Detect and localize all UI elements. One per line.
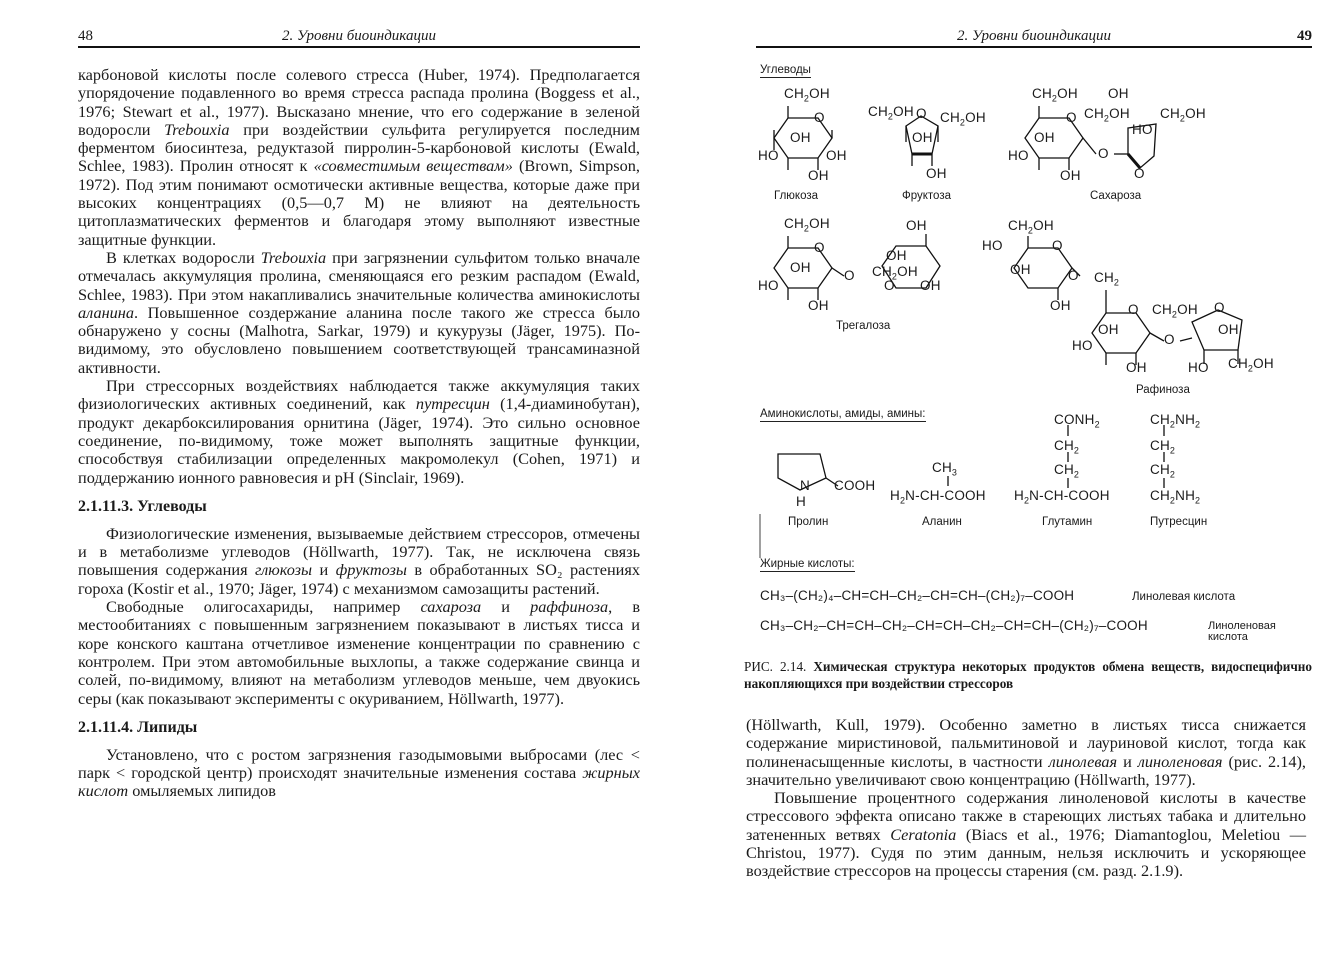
formula-label: OH bbox=[1010, 262, 1031, 277]
formula-label: $CH_2OH$ bbox=[1008, 218, 1054, 236]
formula-label: O bbox=[814, 240, 825, 255]
structure-name-raffinose: Рафиноза bbox=[1136, 384, 1190, 396]
formula-label: O bbox=[1068, 268, 1079, 283]
section-heading-carbohydrates: 2.1.11.3. Углеводы bbox=[78, 497, 207, 515]
right-page bbox=[744, 0, 1312, 964]
paragraph: В клетках водоросли Trebouxia при загрязнении сульфитом только вначале отмечалась аккумуляция пролина, сменяющаяся его резким распадом (Ewald, Schlee, 1983). При этом накапливались значительные количества аминокислоты аланина. Повышенное создержание аланина после такого же стресса было обнаружено у сосны (Malhotra, Sarkar, 1979) и кукурузы (Jäger, 1975). По-видимому, это обусловлено повышением соответствующей трансаминазной активности. bbox=[78, 247, 640, 377]
formula-label: $H_2N-CH$-COOH bbox=[890, 488, 986, 506]
section-label-fatty-acids: Жирные кислоты: bbox=[760, 558, 855, 570]
formula-label: H bbox=[796, 494, 806, 509]
formula-label: OH bbox=[1098, 322, 1119, 337]
formula-label: HO bbox=[982, 238, 1003, 253]
paragraph: Повышение процентного содержания линоленовой кислоты в качестве стрессового эффекта описано также в стареющих листьях табака и длительно затененных ветвях Ceratonia (Biacs et al., 1976; Diamantoglou, Meletiou — Christou, 1977). Судя по этим данным, нельзя исключить и ускоряющее воздействие стрессоров на процессы старения (см. разд. 2.1.9). bbox=[746, 788, 1306, 881]
formula-label: O bbox=[1098, 146, 1109, 161]
formula-label: O bbox=[844, 268, 855, 283]
structure-name-alanine: Аланин bbox=[922, 516, 962, 528]
formula-label: HO bbox=[1072, 338, 1093, 353]
formula-label: OH bbox=[886, 248, 907, 263]
formula-label: $CH_2NH_2$ bbox=[1150, 412, 1201, 430]
formula-label: $CH_2OH$ bbox=[1152, 302, 1198, 320]
paragraph: При стрессорных воздействиях наблюдается также аккумуляция таких физиологических активных соединений, как путресцин (1,4-диаминобутан), продукт декарбоксилирования орнитина (Jäger, 1974). Это сильно основное соединение, по-видимому, тоже может выполнять защитные функции, способствуя стабилизации определенных макромолекул (Cohen, 1971) и поддержанию ионного равновесия и pH (Sinclair, 1969). bbox=[78, 376, 640, 487]
paragraph: (Höllwarth, Kull, 1979). Особенно заметно в листьях тисса снижается содержание миристиновой, пальмитиновой и лауриновой кислот, тогда как полиненасыщенные кислоты, в частности линолевая и линоленовая (рис. 2.14), значительно увеличивают свою концентрацию (Höllwarth, 1977). bbox=[746, 715, 1306, 789]
formula-label: $CONH_2$ bbox=[1054, 412, 1100, 430]
running-head-title: 2. Уровни биоиндикации bbox=[282, 28, 436, 44]
structure-name-sucrose: Сахароза bbox=[1090, 190, 1142, 202]
structure-name-fructose: Фруктоза bbox=[902, 190, 951, 202]
figure-caption: РИС. 2.14. Химическая структура некоторых продуктов обмена веществ, видоспецифично накопляющихся при воздействии стрессоров bbox=[744, 659, 1312, 691]
body-text bbox=[746, 716, 1306, 881]
paragraph: карбоновой кислоты после солевого стресса (Huber, 1974). Предполагается упорядочение подавленного во время стресса распада пролина (Boggess et al., 1976; Stewart et al., 1977). Высказано мнение, что его содержание в зеленой водоросли Trebouxia при воздействии сульфита регулируется последним ферментом биосинтеза, редуктазой пирролин-5-карбоновой кислоты (Ewald, Schlee, 1983). Пролин относят к «совместимым веществам» (Brown, Simpson, 1972). Под этим понимают осмотически активные вещества, которые даже при высоких концентрациях (0,5—0,7 М) не влияют на деятельность цитоплазматических ферментов и благодаря этому выполняют известные защитные функции. bbox=[78, 65, 640, 249]
formula-label: $H_2N-CH$-COOH bbox=[1014, 488, 1110, 506]
formula-label: OH bbox=[1034, 130, 1055, 145]
formula-label: $CH_2OH$ bbox=[784, 86, 830, 104]
linolenic-acid-formula: CH₃–CH₂–CH=CH–CH₂–CH=CH–CH₂–CH=CH–(CH₂)₇–COOH bbox=[760, 618, 1148, 633]
section-heading-lipids: 2.1.11.4. Липиды bbox=[78, 718, 198, 736]
section-label-carbohydrates: Углеводы bbox=[760, 64, 811, 76]
structure-name-proline: Пролин bbox=[788, 516, 829, 528]
running-head-title: 2. Уровни биоиндикации bbox=[957, 28, 1111, 44]
running-head bbox=[756, 26, 1312, 46]
structure-name-glucose: Глюкоза bbox=[774, 190, 819, 202]
formula-label: $CH_2$ bbox=[1150, 438, 1176, 456]
formula-label: OH bbox=[926, 166, 947, 181]
linoleic-acid-formula: CH₃–(CH₂)₄–CH=CH–CH₂–CH=CH–(CH₂)₇–COOH bbox=[760, 588, 1075, 603]
formula-label: $CH_3$ bbox=[932, 460, 958, 478]
page-number: 49 bbox=[1297, 28, 1312, 44]
formula-label: OH bbox=[1060, 168, 1081, 183]
formula-label: $CH_2$ bbox=[1054, 462, 1080, 480]
formula-label: HO bbox=[758, 278, 779, 293]
formula-label: OH bbox=[920, 278, 941, 293]
formula-label: O bbox=[916, 106, 927, 121]
left-page bbox=[78, 0, 640, 964]
formula-label: O bbox=[1134, 166, 1145, 181]
formula-label: OH bbox=[906, 218, 927, 233]
linolenic-acid-name: Линоленовая кислота bbox=[1208, 620, 1276, 643]
formula-label: OH bbox=[808, 298, 829, 313]
formula-label: $CH_2OH$ bbox=[1084, 106, 1130, 124]
formula-label: O bbox=[1164, 332, 1175, 347]
structure-name-glutamine: Глутамин bbox=[1042, 516, 1093, 528]
figure-2-14 bbox=[756, 58, 1312, 688]
paragraph: Установлено, что с ростом загрязнения газодымовыми выбросами (лес < парк < городской центр) происходят значительные изменения состава жирных кислот омыляемых липидов bbox=[78, 744, 640, 801]
formula-label: $CH_2OH$ bbox=[784, 216, 830, 234]
formula-label: $CH_2OH$ bbox=[1228, 356, 1274, 374]
formula-label: O bbox=[1214, 300, 1225, 315]
formula-label: OH bbox=[808, 168, 829, 183]
formula-label: O bbox=[884, 278, 895, 293]
formula-label: $CH_2OH$ bbox=[940, 110, 986, 128]
formula-label: $CH_2OH$ bbox=[872, 264, 918, 282]
formula-label: OH bbox=[1126, 360, 1147, 375]
header-rule bbox=[756, 46, 1312, 48]
formula-label: $CH_2OH$ bbox=[1160, 106, 1206, 124]
formula-label: OH bbox=[790, 260, 811, 275]
formula-label: HO bbox=[758, 148, 779, 163]
formula-label: HO bbox=[1132, 122, 1153, 137]
formula-label: OH bbox=[826, 148, 847, 163]
running-head bbox=[78, 26, 640, 46]
formula-label: $CH_2NH_2$ bbox=[1150, 488, 1201, 506]
formula-label: OH bbox=[1108, 86, 1129, 101]
header-rule bbox=[78, 46, 640, 48]
formula-label: N bbox=[800, 478, 810, 493]
formula-label: O bbox=[814, 110, 825, 125]
formula-label: O bbox=[1052, 238, 1063, 253]
formula-label: O bbox=[1066, 110, 1077, 125]
formula-label: HO bbox=[1188, 360, 1209, 375]
formula-label: $CH_2$ bbox=[1150, 462, 1176, 480]
formula-label: $CH_2OH$ bbox=[868, 104, 914, 122]
formula-label: OH bbox=[1218, 322, 1239, 337]
formula-label: COOH bbox=[834, 478, 876, 493]
formula-label: $CH_2$ bbox=[1094, 270, 1120, 288]
section-label-amino: Аминокислоты, амиды, амины: bbox=[760, 408, 926, 420]
paragraph: Физиологические изменения, вызываемые действием стрессоров, отмечены и в метаболизме углеводов (Höllwarth, 1977). Так, не исключена связь повышения содержания глюкозы и фруктозы в обработанных SO₂ растениях гороха (Kostir et al., 1970; Jäger, 1974) с механизмом самозащиты растений. bbox=[78, 523, 640, 598]
structure-name-trehalose: Трегалоза bbox=[836, 320, 891, 332]
formula-label: OH bbox=[1050, 298, 1071, 313]
formula-label: OH bbox=[790, 130, 811, 145]
formula-label: $CH_2OH$ bbox=[1032, 86, 1078, 104]
formula-label: O bbox=[1128, 302, 1139, 317]
linoleic-acid-name: Линолевая кислота bbox=[1132, 591, 1236, 603]
paragraph: Свободные олигосахариды, например сахароза и раффиноза, в местообитаниях с повышенным загрязнением показывают в листьях тисса и коре конского каштана отчетливое изменение концентрации по сравнению с контролем. При этом автомобильные выхлопы, а также содержание свинца и солей, по-видимому, влияют на метаболизм углеводов меньше, чем двуокись серы (как показывают эксперименты с окуриванием, Höllwarth, 1977). bbox=[78, 597, 640, 708]
formula-label: $CH_2$ bbox=[1054, 438, 1080, 456]
formula-label: HO bbox=[1008, 148, 1029, 163]
formula-label: OH bbox=[912, 130, 933, 145]
structure-name-putrescine: Путресцин bbox=[1150, 516, 1208, 528]
body-text bbox=[78, 66, 640, 801]
page-number: 48 bbox=[78, 28, 93, 44]
